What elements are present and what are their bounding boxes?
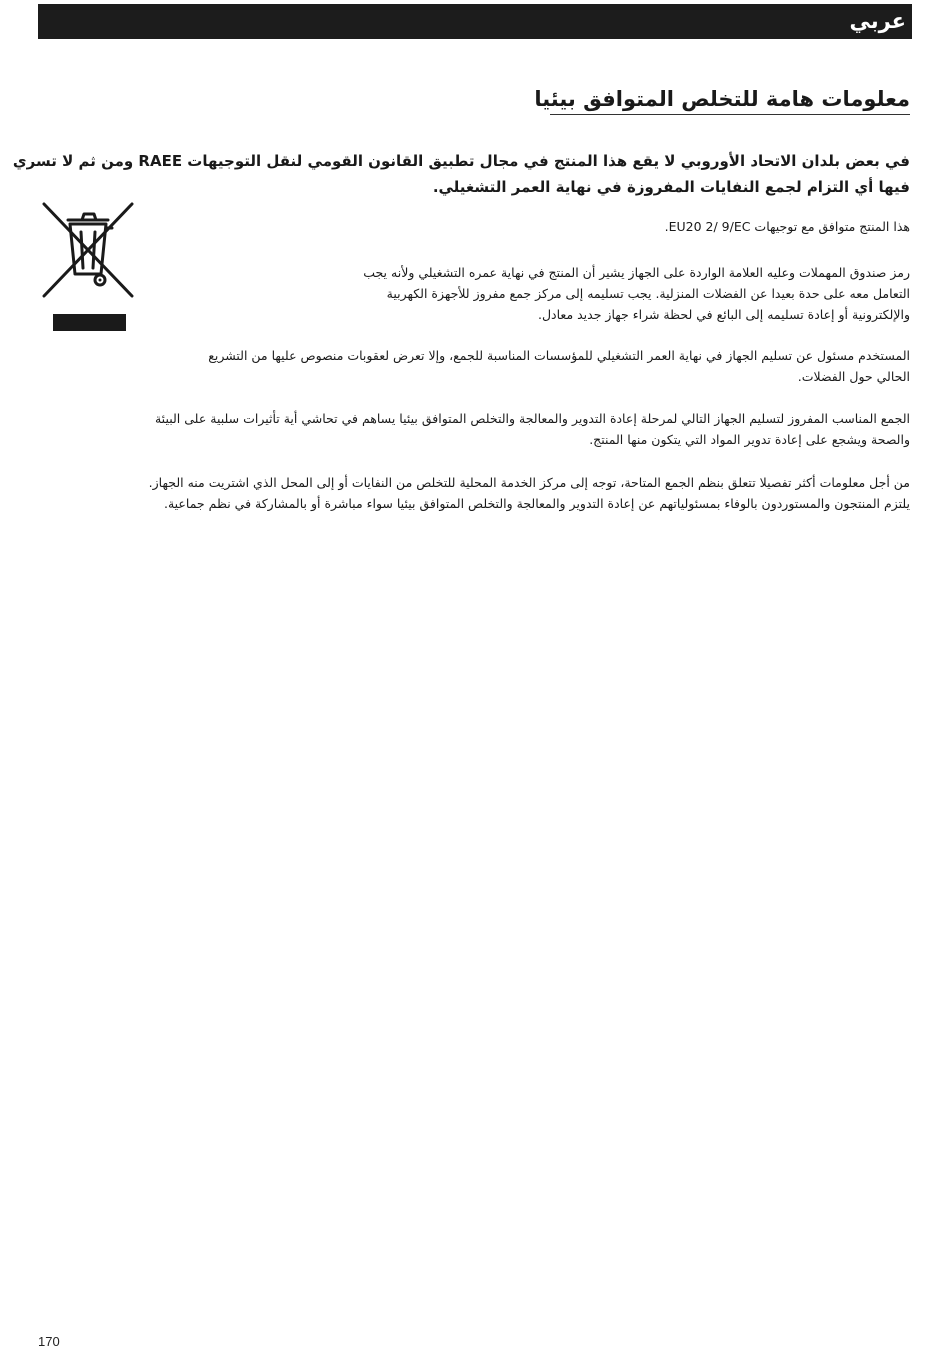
intro-line-1: في بعض بلدان الاتحاد الأوروبي لا يقع هذا المنتج في مجال تطبيق القانون القومي لنقل التوجيهات RAEE ومن ثم لا تسري xyxy=(12,152,910,170)
separate-collection-paragraph xyxy=(60,408,910,450)
language-label: عربي xyxy=(849,9,906,33)
page-title: معلومات هامة للتخلص المتوافق بيئيا xyxy=(550,84,910,115)
paragraph-line: المستخدم مسئول عن تسليم الجهاز في نهاية العمر التشغيلي للمؤسسات المناسبة للجمع، وإلا تعرض لعقوبات منصوص عليها من التشريع xyxy=(208,348,910,363)
bin-symbol-paragraph xyxy=(290,262,910,325)
paragraph-line: من أجل معلومات أكثر تفصيلا تتعلق بنظم الجمع المتاحة، توجه إلى مركز الخدمة المحلية للتخلص من النفايات أو إلى المحل الذي اشتريت منه الجهاز. xyxy=(148,475,910,490)
language-header-bar xyxy=(38,4,912,39)
paragraph-line: التعامل معه على حدة بعيدا عن الفضلات المنزلية. يجب تسليمه إلى مركز جمع مفروز للأجهزة الكهربية xyxy=(386,286,910,301)
paragraph-line: الحالي حول الفضلات. xyxy=(797,369,910,384)
paragraph-line: رمز صندوق المهملات وعليه العلامة الواردة على الجهاز يشير أن المنتج في نهاية عمره التشغيلي ولأنه يجب xyxy=(363,265,910,280)
paragraph-line: والصحة ويشجع على إعادة تدوير المواد التي يتكون منها المنتج. xyxy=(589,432,910,447)
more-information-paragraph xyxy=(40,472,910,514)
intro-line-2: فيها أي التزام لجمع النفايات المفروزة في نهاية العمر التشغيلي. xyxy=(432,178,910,196)
paragraph-line: يلتزم المنتجون والمستوردون بالوفاء بمسئولياتهم عن إعادة التدوير والمعالجة والتخلص المتوافق بيئيا سواء مباشرة أو بالمشاركة في نظم جماعية. xyxy=(163,496,910,511)
user-responsibility-paragraph xyxy=(60,345,910,387)
paragraph-line: الجمع المناسب المفروز لتسليم الجهاز التالي لمرحلة إعادة التدوير والمعالجة والتخلص المتوافق بيئيا يساهم في تحاشي أية تأثيرات سلبية على البيئة xyxy=(154,411,910,426)
page-number: 170 xyxy=(38,1334,60,1349)
weee-marking-bar xyxy=(53,314,126,331)
paragraph-line: هذا المنتج متوافق مع توجيهات EU20 2/ 9/EC. xyxy=(664,219,910,234)
intro-paragraph xyxy=(12,148,910,200)
paragraph-line: والإلكترونية أو إعادة تسليمه إلى البائع في لحظة شراء جهاز جديد معادل. xyxy=(537,307,910,322)
crossed-out-wheelie-bin-icon xyxy=(38,200,138,300)
directive-paragraph xyxy=(290,216,910,237)
